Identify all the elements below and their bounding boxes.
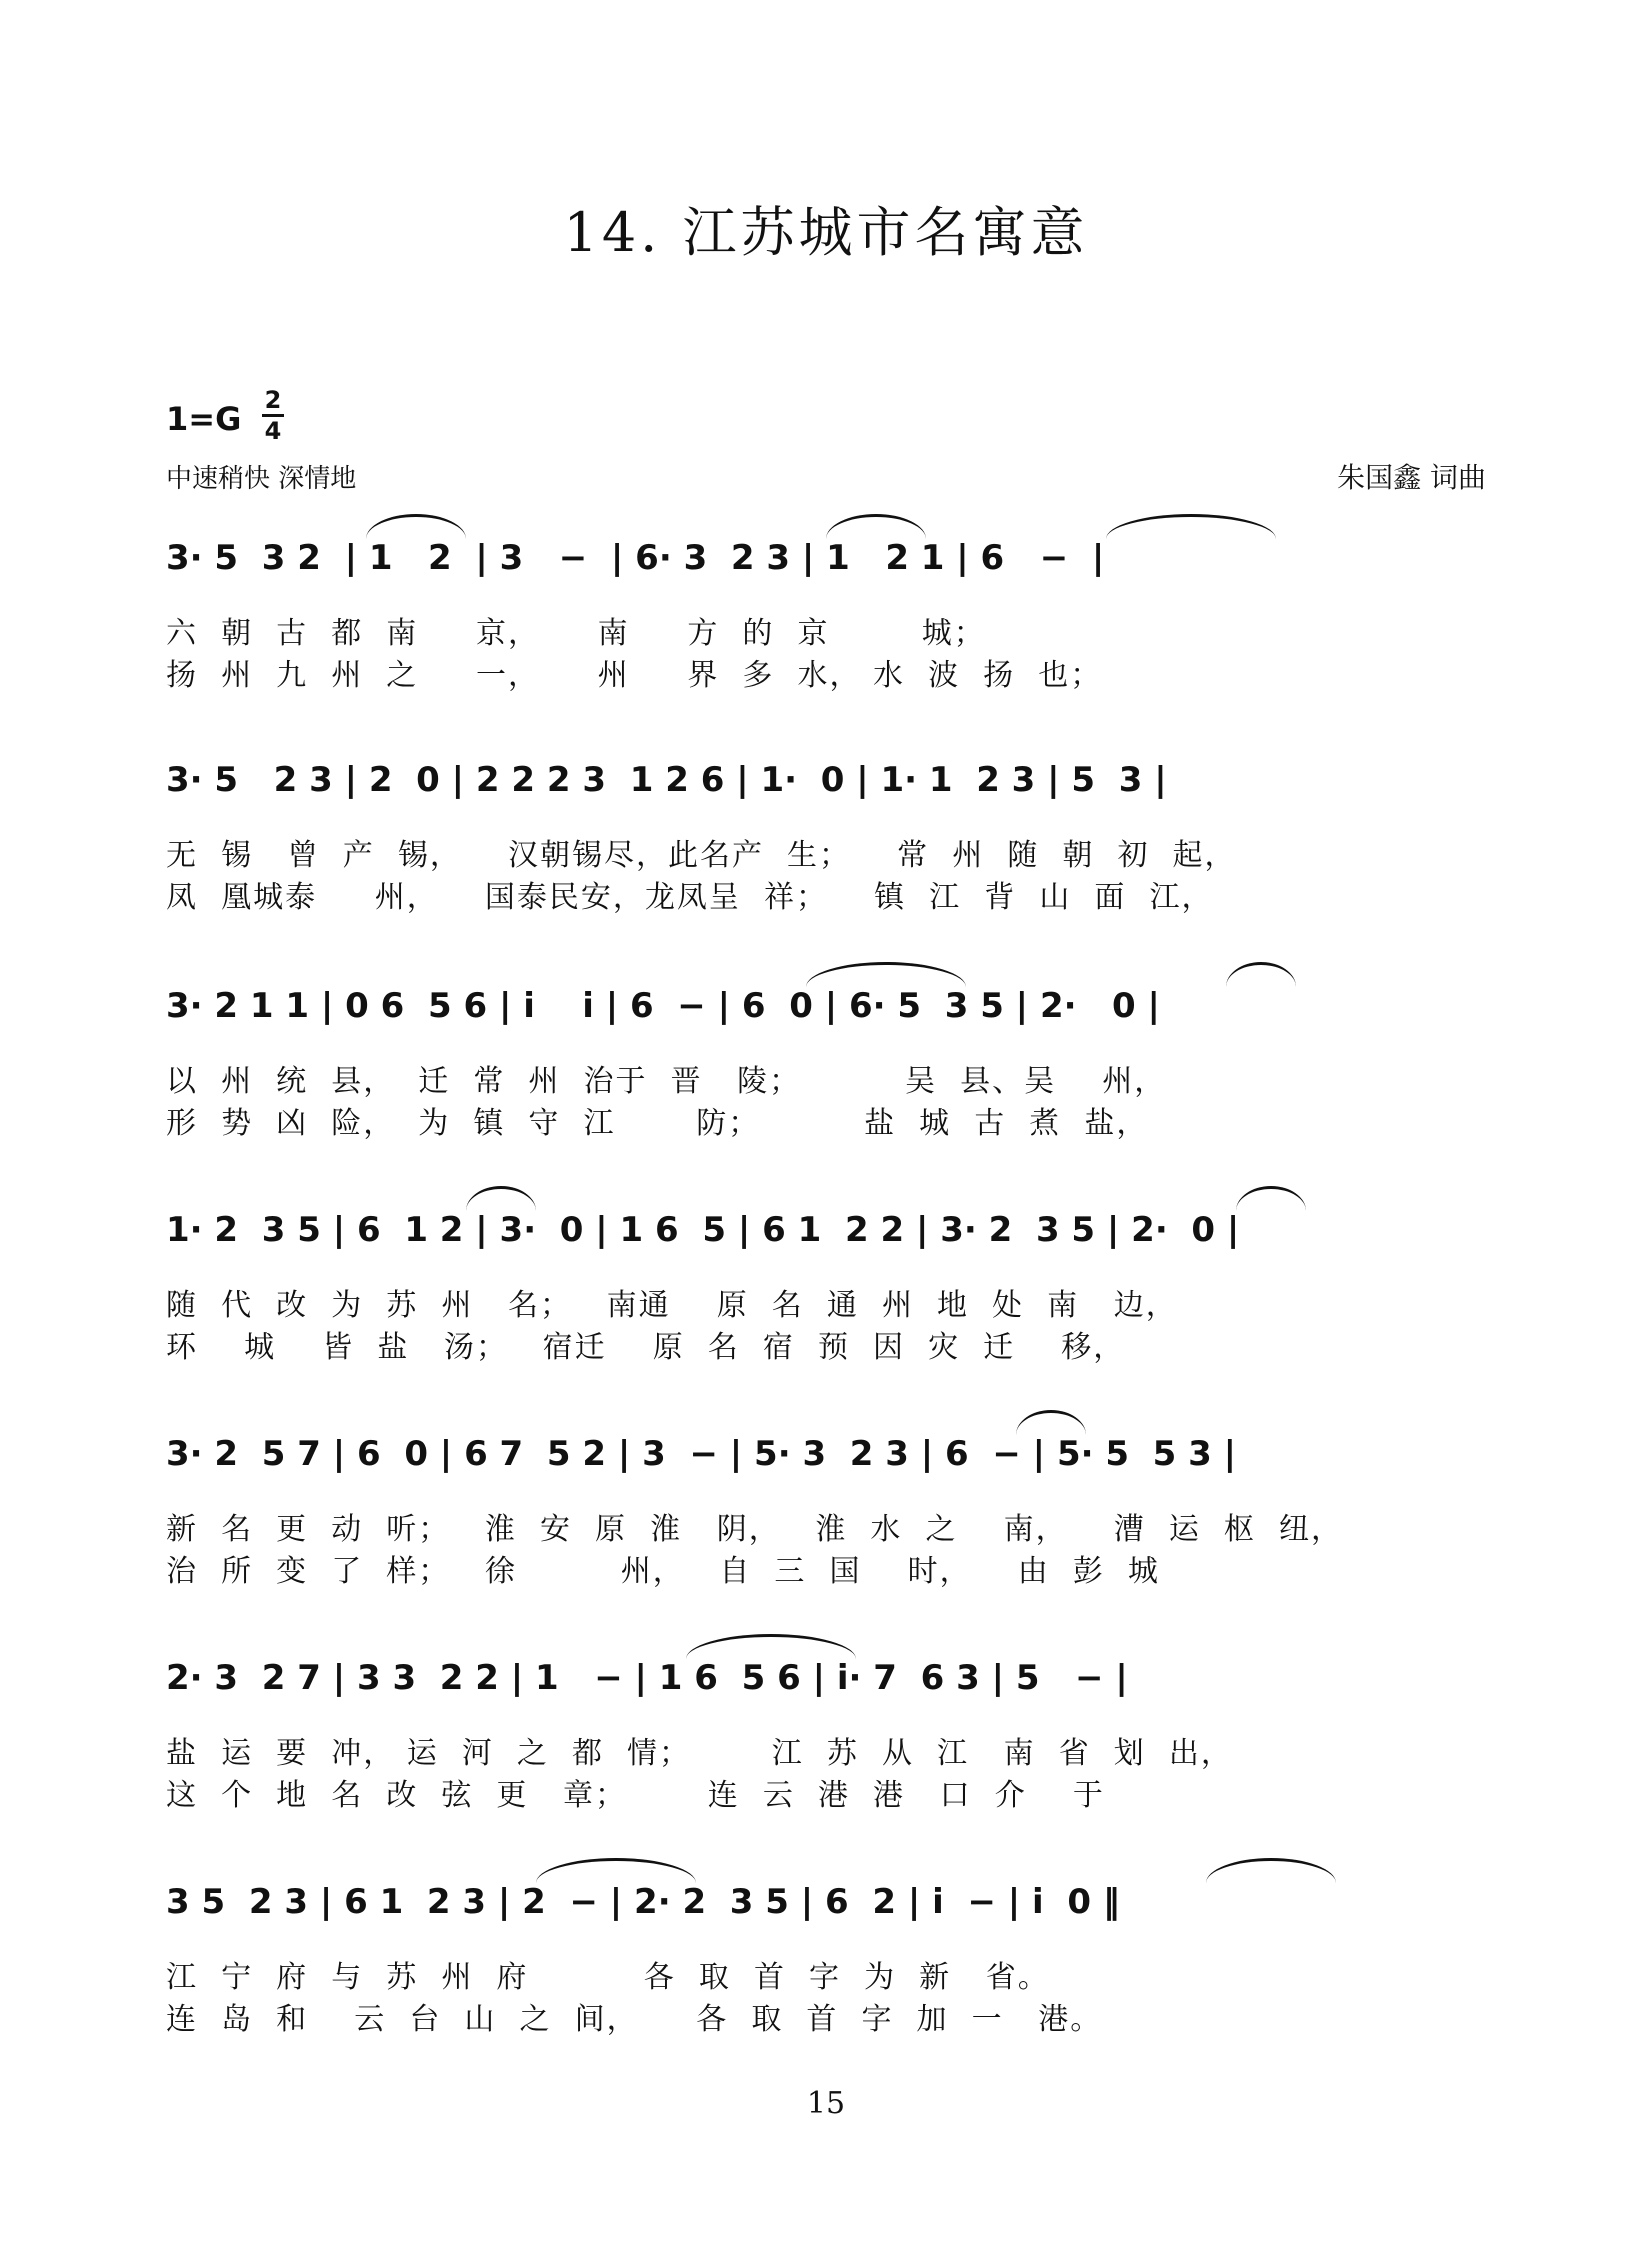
lyrics-verse-2: 治 所 变 了 样； 徐 州， 自 三 国 时， 由 彭 城	[166, 1554, 1160, 1589]
slur	[1206, 1858, 1336, 1883]
slur	[536, 1858, 696, 1883]
lyrics-verse-2: 形 势 凶 险， 为 镇 守 江 防； 盐 城 古 煮 盐，	[166, 1106, 1149, 1141]
notation-line: 1· 2 3 5 | 6 1 2 | 3· 0 | 1 6 5 | 6 1 2 2 | 3· 2 3 5 | 2· 0 |	[166, 1210, 1240, 1250]
score-system-7	[166, 1872, 1496, 2072]
slur	[366, 514, 466, 539]
time-signature	[262, 388, 284, 443]
lyrics-verse-2: 凤 凰城泰 州， 国泰民安，龙凤呈 祥； 镇 江 背 山 面 江，	[166, 880, 1214, 915]
slur	[1106, 514, 1276, 539]
lyrics-verse-2: 连 岛 和 云 台 山 之 间， 各 取 首 字 加 一 港。	[166, 2002, 1103, 2037]
credit: 朱国鑫 词曲	[1337, 461, 1486, 494]
lyrics-verse-1: 无 锡 曾 产 锡， 汉朝锡尽，此名产 生； 常 州 随 朝 初 起，	[166, 838, 1237, 873]
slur	[826, 514, 926, 539]
page-number: 15	[806, 2086, 846, 2121]
time-signature-bottom: 4	[264, 417, 282, 445]
song-title: 14. 江苏城市名寓意	[563, 201, 1089, 264]
tempo-marking: 中速稍快 深情地	[166, 464, 357, 494]
score-system-4	[166, 1200, 1496, 1400]
score-system-6	[166, 1648, 1496, 1848]
lyrics-verse-1: 以 州 统 县， 迁 常 州 治于 晋 陵； 吴 县、吴 州，	[166, 1064, 1167, 1099]
notation-line: 3· 2 1 1 | 0 6 5 6 | i i | 6 − | 6 0 | 6· 5 3 5 | 2· 0 |	[166, 986, 1160, 1026]
slur	[806, 962, 966, 987]
score-system-3	[166, 976, 1496, 1176]
notation-line: 2· 3 2 7 | 3 3 2 2 | 1 − | 1 6 5 6 | i· 7 6 3 | 5 − |	[166, 1658, 1128, 1698]
lyrics-verse-1: 新 名 更 动 听； 淮 安 原 淮 阴， 淮 水 之 南， 漕 运 枢 纽，	[166, 1512, 1343, 1547]
lyrics-verse-2: 这 个 地 名 改 弦 更 章； 连 云 港 港 口 介 于	[166, 1778, 1105, 1813]
slur	[1236, 1186, 1306, 1211]
slur	[466, 1186, 536, 1211]
time-signature-top: 2	[264, 386, 282, 414]
lyrics-verse-1: 随 代 改 为 苏 州 名； 南通 原 名 通 州 地 处 南 边，	[166, 1288, 1178, 1323]
notation-line: 3· 2 5 7 | 6 0 | 6 7 5 2 | 3 − | 5· 3 2 3 | 6 − | 5· 5 5 3 |	[166, 1434, 1237, 1474]
notation-line: 3· 5 2 3 | 2 0 | 2 2 2 3 1 2 6 | 1· 0 | 1· 1 2 3 | 5 3 |	[166, 760, 1167, 800]
lyrics-verse-1: 六 朝 古 都 南 京， 南 方 的 京 城；	[166, 616, 986, 651]
slur	[686, 1634, 856, 1659]
score-system-5	[166, 1424, 1496, 1624]
lyrics-verse-1: 盐 运 要 冲， 运 河 之 都 情； 江 苏 从 江 南 省 划 出，	[166, 1736, 1233, 1771]
score-system-2	[166, 750, 1496, 950]
slur	[1226, 962, 1296, 987]
key-signature: 1=G	[166, 400, 242, 438]
lyrics-verse-2: 环 城 皆 盐 汤； 宿迁 原 名 宿 预 因 灾 迁 移，	[166, 1330, 1126, 1365]
slur	[1016, 1410, 1086, 1435]
notation-line: 3 5 2 3 | 6 1 2 3 | 2 − | 2· 2 3 5 | 6 2 | i − | i 0 ‖	[166, 1882, 1120, 1922]
score-system-1	[166, 528, 1496, 728]
lyrics-verse-1: 江 宁 府 与 苏 州 府 各 取 首 字 为 新 省。	[166, 1960, 1050, 1995]
lyrics-verse-2: 扬 州 九 州 之 一， 州 界 多 水， 水 波 扬 也；	[166, 658, 1103, 693]
notation-line: 3· 5 3 2 | 1 2 | 3 − | 6· 3 2 3 | 1 2 1 | 6 − |	[166, 538, 1105, 578]
